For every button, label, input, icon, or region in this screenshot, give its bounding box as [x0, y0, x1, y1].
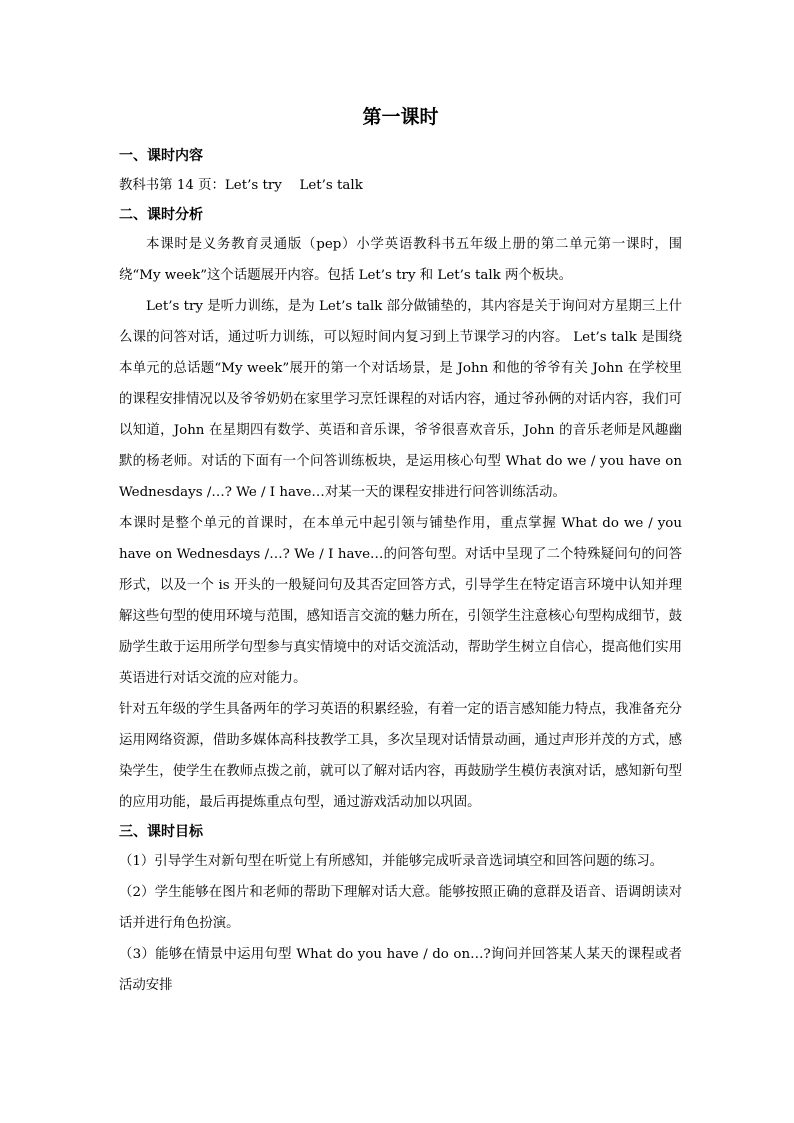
content-text: 教科书第 14 页：Let’s try Let’s talk	[119, 178, 363, 193]
section-heading-analysis: 二、课时分析	[119, 207, 203, 223]
section-goals	[119, 818, 682, 1001]
goal-item-1: （1）引导学生对新句型在听觉上有所感知，并能够完成听录音选词填空和回答问题的练习。	[119, 854, 664, 869]
section-content	[119, 142, 682, 201]
analysis-paragraph-1: 本课时是义务教育灵通版（pep）小学英语教科书五年级上册的第二单元第一课时，围绕“My week”这个话题展开内容。包括 Let’s try 和 Let’s talk 两个板块。	[119, 237, 682, 283]
section-analysis	[119, 201, 682, 818]
analysis-paragraph-3: 本课时是整个单元的首课时，在本单元中起引领与铺垫作用，重点掌握 What do we / you have on Wednesdays /…? We / I have…的问答句型。对话中呈现了二个特殊疑问句的问答形式，以及一个 is 开头的一般疑问句及其否定回答方式，引导学生在特定语言环境中认知并理解这些句型的使用环境与范围，感知语言交流的魅力所在，引领学生注意核心句型构成细节，鼓励学生敢于运用所学句型参与真实情境中的对话交流活动，帮助学生树立自信心，提高他们实用英语进行对话交流的应对能力。	[119, 516, 682, 686]
analysis-paragraph-4: 针对五年级的学生具备两年的学习英语的积累经验，有着一定的语言感知能力特点，我准备充分运用网络资源，借助多媒体高科技教学工具，多次呈现对话情景动画，通过声形并茂的方式，感染学生，使学生在教师点拨之前，就可以了解对话内容，再鼓励学生模仿表演对话，感知新句型的应用功能，最后再提炼重点句型，通过游戏活动加以巩固。	[119, 702, 682, 810]
goal-item-3: （3）能够在情景中运用句型 What do you have / do on…?询问并回答某人某天的课程或者活动安排	[119, 947, 682, 993]
page-title: 第一课时	[362, 106, 439, 128]
section-heading-goals: 三、课时目标	[119, 824, 203, 840]
section-heading-content: 一、课时内容	[119, 148, 203, 164]
goal-item-2: （2）学生能够在图片和老师的帮助下理解对话大意。能够按照正确的意群及语音、语调朗读对话并进行角色扮演。	[119, 885, 682, 931]
analysis-paragraph-2: Let’s try 是听力训练，是为 Let’s talk 部分做铺垫的，其内容是关于询问对方星期三上什么课的问答对话，通过听力训练，可以短时间内复习到上节课学习的内容。 Let’s talk 是围绕本单元的总话题“My week”展开的第一个对话场景，是 John 和他的爷爷有关 John 在学校里的课程安排情况以及爷爷奶奶在家里学习烹饪课程的对话内容，通过爷孙俩的对话内容，我们可以知道，John 在星期四有数学、英语和音乐课，爷爷很喜欢音乐，John 的音乐老师是风趣幽默的杨老师。对话的下面有一个问答训练板块，是运用核心句型 What do we / you have on Wednesdays /…? We / I have…对某一天的课程安排进行问答训练活动。	[119, 299, 682, 500]
